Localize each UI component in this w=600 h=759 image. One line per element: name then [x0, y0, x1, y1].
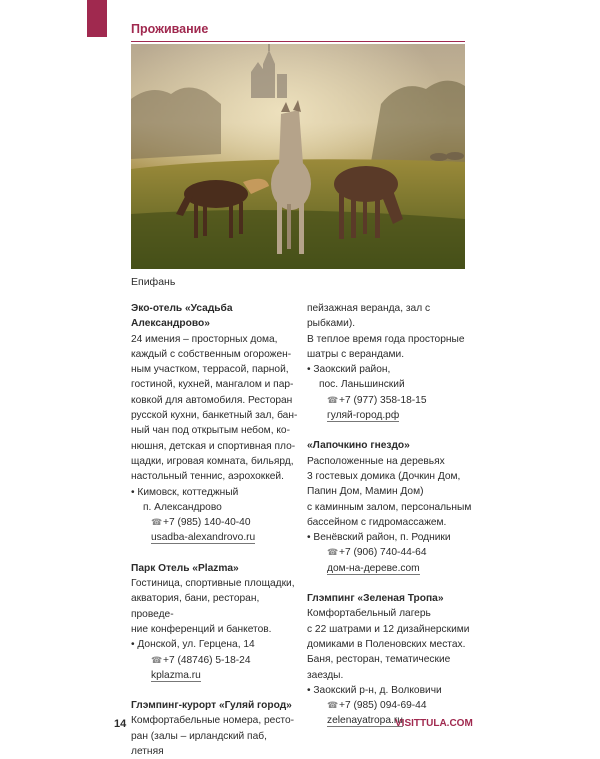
entry-lapochkino: [307, 438, 475, 576]
site-link[interactable]: usadba-alexandrovo.ru: [151, 532, 256, 544]
entry-desc-line: каждый с собственным огорожен-: [131, 348, 292, 360]
entry-site[interactable]: [307, 561, 475, 576]
entry-desc-line: Папин Дом, Мамин Дом): [307, 486, 424, 498]
entry-phone[interactable]: [131, 653, 301, 668]
entry-address: • Кимовск, коттеджный: [131, 486, 239, 498]
entry-address: • Заокский р-н, д. Волковичи: [307, 684, 442, 696]
entry-title: Глэмпинг «Зеленая Тропа»: [307, 593, 444, 605]
site-link[interactable]: zelenayatropa.ru: [327, 715, 403, 727]
entry-desc-line: Расположенные на деревьях: [307, 455, 445, 467]
entry-desc-line: акватория, бани, ресторан, проведе-: [131, 593, 260, 620]
entry-usadba: [131, 301, 301, 546]
phone-icon: ☎: [151, 654, 163, 665]
entry-desc-line: В теплое время года просторные: [307, 333, 465, 345]
entry-desc-line: Комфортабельный лагерь: [307, 608, 431, 620]
phone-icon: ☎: [327, 700, 339, 711]
entry-desc-line: 24 имения – просторных дома,: [131, 333, 278, 345]
entry-title: Эко-отель «Усадьба Александрово»: [131, 303, 233, 330]
horses-photo: [131, 44, 465, 269]
entry-desc-line: ковкой для автомобиля. Ресторан: [131, 394, 293, 406]
entry-desc-line: бассейном с гидромассажем.: [307, 516, 447, 528]
entry-desc-line: с каминным залом, персональным: [307, 501, 472, 513]
left-column: [131, 301, 301, 759]
entry-desc-line: 3 гостевых домика (Дочкин Дом,: [307, 470, 461, 482]
entry-address: пос. Ланьшинский: [319, 379, 405, 391]
entry-desc-line: ние конференций и банкетов.: [131, 623, 272, 635]
entry-address: • Донской, ул. Герцена, 14: [131, 639, 255, 651]
entry-desc-line: Гостиница, спортивные площадки,: [131, 578, 295, 590]
entry-desc-line: заезды.: [307, 669, 344, 681]
entry-title: Глэмпинг-курорт «Гуляй город»: [131, 700, 292, 712]
phone-number[interactable]: +7 (906) 740-44-64: [339, 547, 427, 559]
entry-gulyai-cont: [307, 301, 475, 423]
entry-desc-line: ран (залы – ирландский паб, летняя: [131, 730, 267, 758]
entry-desc-line: пейзажная веранда, зал с рыбками).: [307, 303, 431, 330]
entry-site[interactable]: [307, 408, 475, 423]
entry-site[interactable]: [131, 668, 301, 683]
right-column: [307, 301, 475, 729]
section-tab: [87, 0, 107, 37]
page-number: 14: [114, 718, 127, 730]
entry-desc-line: щадки, игровая комната, бильярд,: [131, 455, 294, 467]
entry-desc-line: Баня, ресторан, тематические: [307, 654, 451, 666]
site-link[interactable]: kplazma.ru: [151, 669, 201, 681]
site-link[interactable]: дом-на-дереве.com: [327, 562, 420, 574]
entry-phone[interactable]: [307, 393, 475, 408]
entry-desc-line: ный чан под открытым небом, ко-: [131, 425, 290, 437]
entry-desc-line: домиками в Поленовских местах.: [307, 638, 466, 650]
entry-address: • Заокский район,: [307, 364, 391, 376]
entry-address: • Венёвский район, п. Родники: [307, 532, 451, 544]
phone-number[interactable]: +7 (977) 358-18-15: [339, 394, 427, 406]
phone-icon: ☎: [327, 394, 339, 405]
entry-plazma: [131, 561, 301, 683]
entry-desc-line: русской кухни, банкетный зал, бан-: [131, 410, 298, 422]
entry-desc-line: настольный теннис, аэрохоккей.: [131, 471, 284, 483]
entry-phone[interactable]: [307, 545, 475, 560]
entry-title: Парк Отель «Plazma»: [131, 562, 239, 574]
entry-address: п. Александрово: [143, 501, 222, 513]
entry-zelenaya: [307, 591, 475, 729]
entry-desc-line: ным участком, террасой, парной,: [131, 364, 289, 376]
phone-number[interactable]: +7 (985) 094-69-44: [339, 700, 427, 712]
phone-icon: ☎: [327, 547, 339, 558]
entry-desc-line: Комфортабельные номера, ресто-: [131, 715, 295, 727]
phone-number[interactable]: +7 (985) 140-40-40: [163, 517, 251, 529]
footer-site-link[interactable]: VISITTULA.COM: [395, 718, 473, 729]
entry-phone[interactable]: [131, 515, 301, 530]
section-rule: [131, 41, 465, 42]
entry-title: «Лапочкино гнездо»: [307, 440, 410, 452]
phone-icon: ☎: [151, 517, 163, 528]
photo-caption: Епифань: [131, 276, 176, 288]
section-title: Проживание: [131, 22, 209, 36]
entry-desc-line: шатры с верандами.: [307, 348, 405, 360]
entry-desc-line: с 22 шатрами и 12 дизайнерскими: [307, 623, 470, 635]
site-link[interactable]: гуляй-город.рф: [327, 410, 400, 422]
entry-desc-line: гостиной, кухней, мангалом и пар-: [131, 379, 294, 391]
entry-site[interactable]: [131, 530, 301, 545]
phone-number[interactable]: +7 (48746) 5-18-24: [163, 654, 251, 666]
entry-desc-line: нюшня, детская и спортивная пло-: [131, 440, 296, 452]
entry-phone[interactable]: [307, 698, 475, 713]
